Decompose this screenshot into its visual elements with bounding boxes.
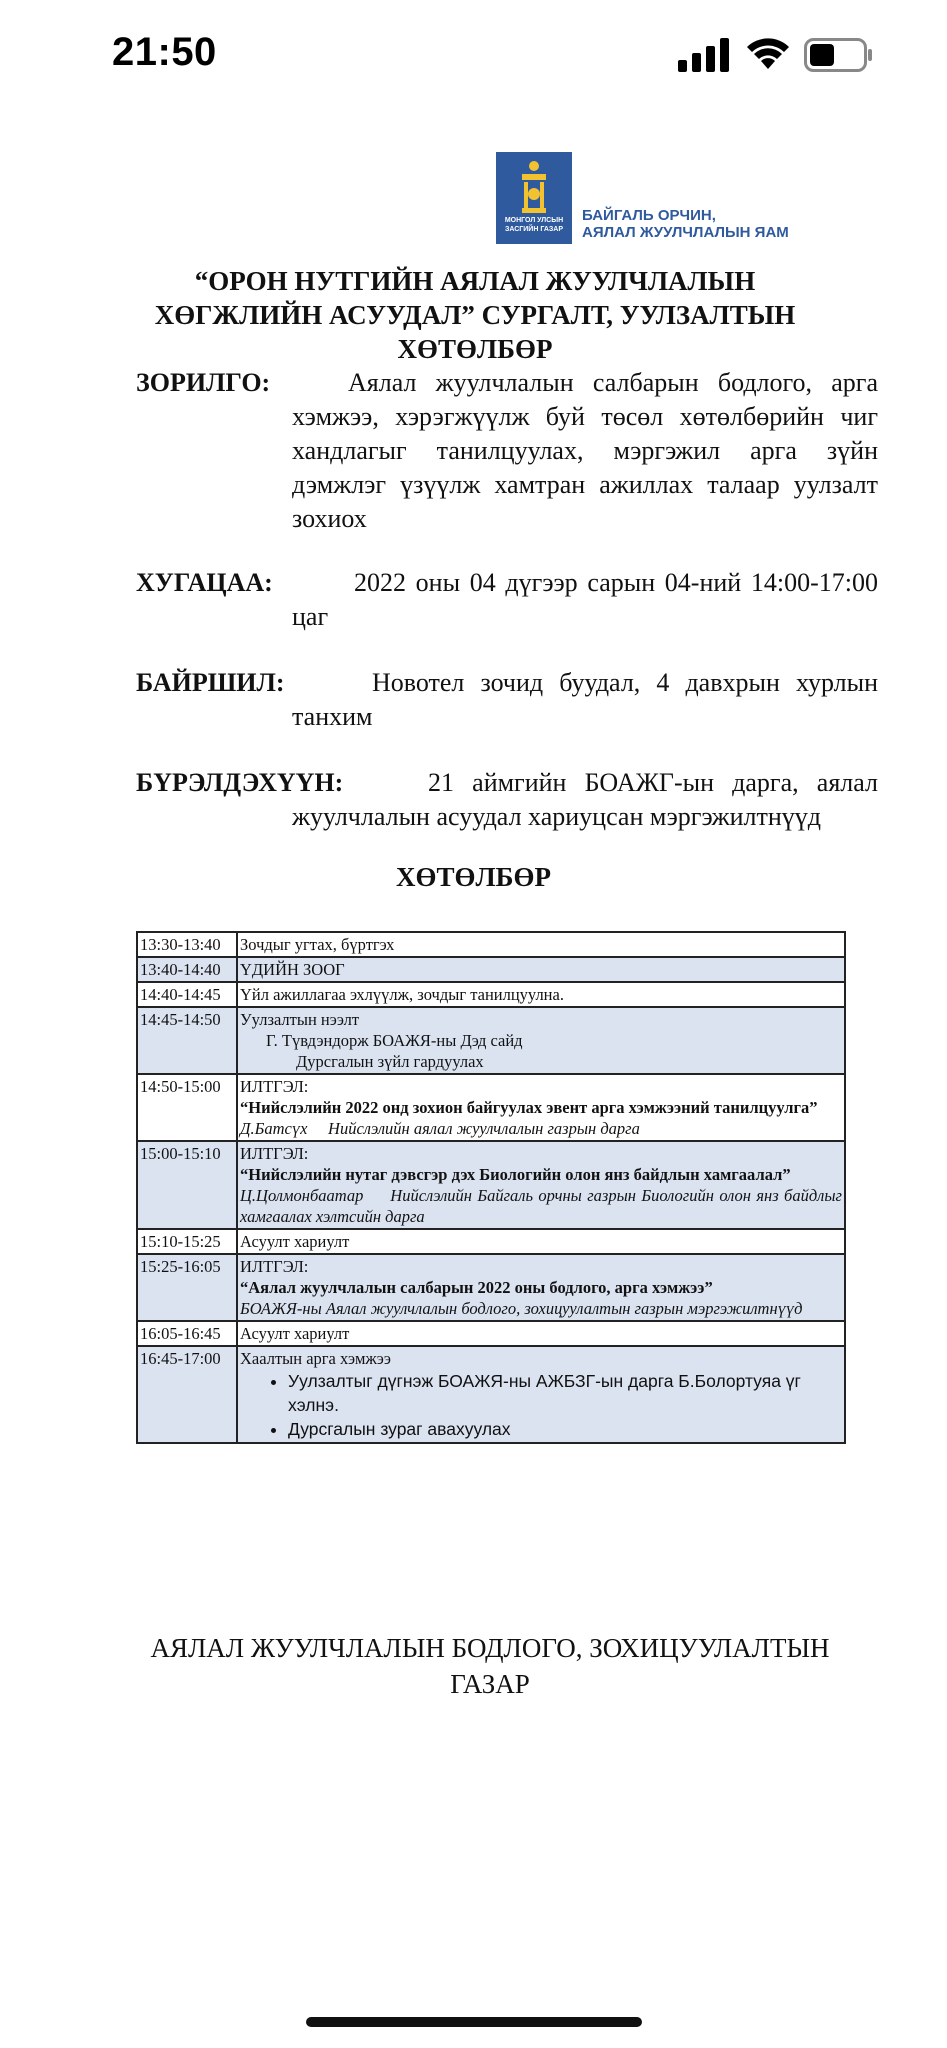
- participants-value: 21 аймгийн БОАЖГ-ын дарга, аялал жуулчлалын асуудал хариуцсан мэргэжилтнүүд: [292, 768, 878, 831]
- ministry-name-line1: БАЙГАЛЬ ОРЧИН,: [582, 207, 716, 224]
- presentation-label: ИЛТГЭЛ:: [240, 1077, 309, 1096]
- schedule-table: [136, 931, 846, 1444]
- presentation-speaker: Д.Батсүх Нийслэлийн аялал жуулчлалын газрын дарга: [240, 1119, 640, 1138]
- table-row: [137, 1007, 845, 1074]
- status-time: 21:50: [112, 30, 217, 74]
- activity-title: Уулзалтын нээлт: [240, 1010, 360, 1029]
- activity-title: Хаалтын арга хэмжээ: [240, 1349, 391, 1368]
- time-cell: 16:45-17:00: [137, 1346, 237, 1443]
- table-row: [137, 932, 845, 957]
- time-cell: 13:30-13:40: [137, 932, 237, 957]
- table-row: [137, 982, 845, 1007]
- activity-cell: Зочдыг угтах, бүртгэх: [237, 932, 845, 957]
- table-row: [137, 1141, 845, 1229]
- presentation-topic: “Аялал жуулчлалын салбарын 2022 оны бодлого, арга хэмжээ”: [240, 1278, 713, 1297]
- activity-cell: ҮДИЙН ЗООГ: [237, 957, 845, 982]
- table-row: [137, 1074, 845, 1141]
- time-cell: 15:00-15:10: [137, 1141, 237, 1229]
- time-cell: 14:45-14:50: [137, 1007, 237, 1074]
- document-title: “ОРОН НУТГИЙН АЯЛАЛ ЖУУЛЧЛАЛЫН ХӨГЖЛИЙН АСУУДАЛ” СУРГАЛТ, УУЛЗАЛТЫН ХӨТӨЛБӨР: [154, 266, 796, 364]
- time-cell: 13:40-14:40: [137, 957, 237, 982]
- time-cell: 15:25-16:05: [137, 1254, 237, 1321]
- table-row: [137, 957, 845, 982]
- activity-cell: Асуулт хариулт: [237, 1229, 845, 1254]
- wifi-icon: [746, 36, 790, 72]
- table-row: [137, 1346, 845, 1443]
- table-row: [137, 1321, 845, 1346]
- home-indicator[interactable]: [306, 2017, 642, 2027]
- time-cell: 14:50-15:00: [137, 1074, 237, 1141]
- cellular-signal-icon: [678, 38, 730, 72]
- activity-cell: [237, 1141, 845, 1229]
- time-cell: 16:05-16:45: [137, 1321, 237, 1346]
- time-cell: 14:40-14:45: [137, 982, 237, 1007]
- table-row: [137, 1254, 845, 1321]
- closing-list: [240, 1369, 842, 1441]
- presentation-speaker: БОАЖЯ-ны Аялал жуулчлалын бодлого, зохицуулалтын газрын мэргэжилтнүүд: [240, 1299, 803, 1318]
- activity-cell: Асуулт хариулт: [237, 1321, 845, 1346]
- activity-detail: Г. Түвдэндорж БОАЖЯ-ны Дэд сайд: [266, 1031, 523, 1050]
- status-bar: [0, 0, 947, 110]
- list-item: • Дурсгалын зураг авахуулах: [288, 1417, 842, 1441]
- presentation-label: ИЛТГЭЛ:: [240, 1257, 309, 1276]
- activity-cell: [237, 1007, 845, 1074]
- presentation-topic: “Нийслэлийн нутаг дэвсгэр дэх Биологийн олон янз байдлын хамгаалал”: [240, 1165, 791, 1184]
- activity-cell: [237, 1074, 845, 1141]
- location-label: БАЙРШИЛ:: [136, 668, 285, 697]
- table-row: [137, 1229, 845, 1254]
- ministry-name: [582, 207, 789, 241]
- state-emblem: [496, 152, 572, 244]
- activity-detail: Дурсгалын зүйл гардуулах: [296, 1052, 484, 1071]
- program-title: ХӨТӨЛБӨР: [396, 862, 551, 892]
- list-item: • Уулзалтыг дүгнэж БОАЖЯ-ны АЖБЗГ-ын дарга Б.Болортуяа үг хэлнэ.: [288, 1369, 842, 1417]
- time-cell: 15:10-15:25: [137, 1229, 237, 1254]
- location-value: Новотел зочид буудал, 4 давхрын хурлын танхим: [292, 668, 878, 731]
- soyombo-emblem-icon: [516, 160, 552, 214]
- department-footer: АЯЛАЛ ЖУУЛЧЛАЛЫН БОДЛОГО, ЗОХИЦУУЛАЛТЫН ГАЗАР: [150, 1633, 830, 1699]
- time-value: 2022 оны 04 дүгээр сарын 04-ний 14:00-17:00 цаг: [292, 568, 878, 631]
- ministry-logo: [496, 152, 796, 246]
- ministry-name-line2: АЯЛАЛ ЖУУЛЧЛАЛЫН ЯАМ: [582, 224, 789, 241]
- activity-cell: Үйл ажиллагаа эхлүүлж, зочдыг танилцуулна.: [237, 982, 845, 1007]
- presentation-speaker: Ц.Цолмонбаатар Нийслэлийн Байгаль орчны газрын Биологийн олон янз байдлыг хамгаалах хэлтсийн дарга: [240, 1186, 847, 1226]
- goal-label: ЗОРИЛГО:: [136, 368, 271, 397]
- presentation-topic: “Нийслэлийн 2022 онд зохион байгуулах эвент арга хэмжээний танилцуулга”: [240, 1098, 818, 1117]
- activity-cell: [237, 1346, 845, 1443]
- battery-icon: [804, 38, 874, 72]
- presentation-label: ИЛТГЭЛ:: [240, 1144, 309, 1163]
- emblem-caption: МОНГОЛ УЛСЫН ЗАСГИЙН ГАЗАР: [504, 217, 564, 233]
- participants-label: БҮРЭЛДЭХҮҮН:: [136, 768, 344, 797]
- activity-cell: [237, 1254, 845, 1321]
- time-label: ХУГАЦАА:: [136, 568, 273, 597]
